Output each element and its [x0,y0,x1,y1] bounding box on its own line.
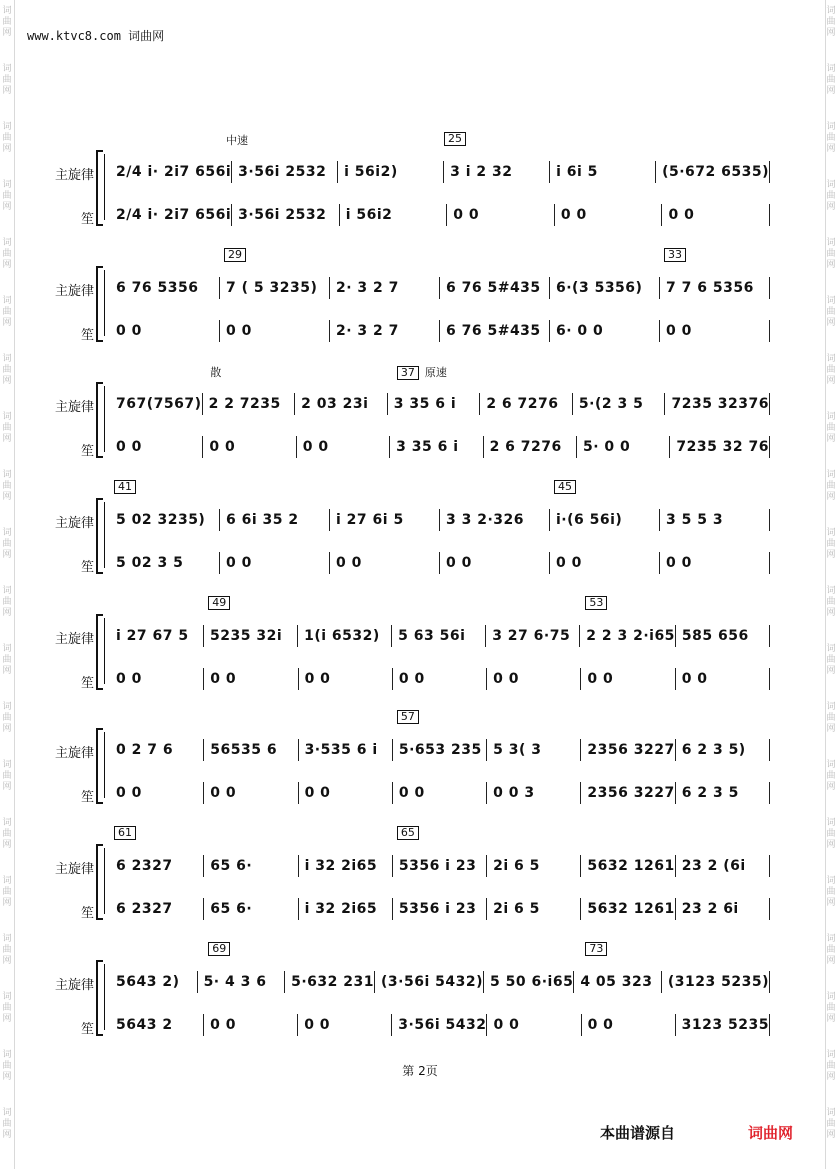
watermark-text-right: 词 曲 网 [826,934,836,966]
measure: 6 76 5#435 [440,320,550,342]
measure: 2 03 23i [295,393,388,415]
measure: i·(6 56i) [550,509,660,531]
measure: 7 7 6 5356 [660,277,770,299]
watermark-text-right: 词 曲 网 [826,1050,836,1082]
main-melody-staff [110,160,770,184]
sheng-staff [110,551,770,575]
watermark-text-left: 词 曲 网 [2,934,12,966]
watermark-text-left: 词 曲 网 [2,992,12,1024]
watermark-text-right: 词 曲 网 [826,528,836,560]
measure: (5·672 6535) [656,161,770,183]
staff-bracket [96,728,103,804]
measure: (3·56i 5432) [375,971,484,993]
watermark-text-left: 词 曲 网 [2,876,12,908]
measure: i 56i2) [338,161,444,183]
sheng-label: 笙 [80,790,94,805]
measure: 5·(2 3 5 [573,393,666,415]
staff-bracket [96,150,103,226]
watermark-text-right: 词 曲 网 [826,1108,836,1140]
measure: 2· 3 2 7 [330,320,440,342]
measure: 0 0 [204,782,298,804]
staff-bracket-line [104,848,105,914]
main-melody-staff [110,508,770,532]
staff-bracket-line [104,386,105,452]
measure: i 27 67 5 [110,625,204,647]
measure: 23 2 6i [676,898,770,920]
measure: 5 63 56i [392,625,486,647]
measure: 6 2327 [110,898,204,920]
measure: 2/4 i· 2i7 656i [110,161,232,183]
measure: 3·535 6 i [299,739,393,761]
measure: 0 0 [204,1014,298,1036]
tempo-marking: 散 [210,366,222,379]
measure: 5356 i 23 [393,855,487,877]
measure: 2i 6 5 [487,855,581,877]
watermark-text-left: 词 曲 网 [2,818,12,850]
measure: 0 0 [660,320,770,342]
measure: 0 0 [110,436,203,458]
watermark-text-right: 词 曲 网 [826,238,836,270]
measure: 65 6· [204,898,298,920]
staff-bracket-line [104,732,105,798]
sheng-staff [110,1013,770,1037]
measure: 5·653 235 [393,739,487,761]
measure: 6 6i 35 2 [220,509,330,531]
watermark-text-right: 词 曲 网 [826,818,836,850]
measure-number-box: 73 [585,942,607,956]
measure: 23 2 (6i [676,855,770,877]
measure: 0 0 [220,552,330,574]
measure: 2356 3227 [581,782,675,804]
measure: 6 76 5#435 [440,277,550,299]
page-number: 第 2页 [402,1064,438,1078]
measure: 0 0 [555,204,663,226]
measure: 56535 6 [204,739,298,761]
measure: 2/4 i· 2i7 656i [110,204,232,226]
measure: 0 0 [204,668,298,690]
measure: 3 27 6·75 [486,625,580,647]
main-melody-staff [110,276,770,300]
measure: i 27 6i 5 [330,509,440,531]
measure-number-box: 69 [208,942,230,956]
measure-number-row [110,364,770,380]
measure: 0 0 [440,552,550,574]
watermark-text-left: 词 曲 网 [2,6,12,38]
measure-number-box: 57 [397,710,419,724]
measure: 0 0 [393,668,487,690]
measure: 3 5 5 3 [660,509,770,531]
measure: 3 35 6 i [388,393,481,415]
sheng-label: 笙 [80,444,94,459]
brand-logo-text[interactable]: 词曲网 [748,1124,794,1142]
measure: 0 0 [676,668,770,690]
watermark-text-right: 词 曲 网 [826,122,836,154]
staff-bracket [96,960,103,1036]
watermark-text-right: 词 曲 网 [826,992,836,1024]
measure-number-box: 61 [114,826,136,840]
measure: 6 2 3 5) [676,739,770,761]
watermark-text-left: 词 曲 网 [2,412,12,444]
measure: 7235 32376 [665,393,770,415]
measure: 7235 32 76 [670,436,770,458]
measure-number-row [110,596,770,612]
watermark-text-right: 词 曲 网 [826,760,836,792]
measure-number-box: 65 [397,826,419,840]
staff-bracket-line [104,270,105,336]
measure: 2 6 7276 [480,393,573,415]
measure-number-box: 33 [664,248,686,262]
watermark-text-right: 词 曲 网 [826,470,836,502]
measure-number-row [110,826,770,842]
measure: 5235 32i [204,625,298,647]
sheng-label: 笙 [80,676,94,691]
measure-number-box: 25 [444,132,466,146]
staff-bracket-line [104,502,105,568]
watermark-text-left: 词 曲 网 [2,702,12,734]
staff-bracket [96,266,103,342]
main-melody-staff [110,738,770,762]
measure: 5· 0 0 [577,436,670,458]
measure: 3·56i 5432 [392,1014,487,1036]
measure: 0 0 [393,782,487,804]
measure: 2 2 7235 [203,393,296,415]
watermark-text-left: 词 曲 网 [2,644,12,676]
measure: 0 0 [487,668,581,690]
measure: 0 0 [550,552,660,574]
measure: 2i 6 5 [487,898,581,920]
main-melody-label: 主旋律 [54,400,94,415]
main-melody-staff [110,854,770,878]
measure: 0 0 [203,436,296,458]
measure: 0 0 [487,1014,581,1036]
watermark-text-right: 词 曲 网 [826,180,836,212]
measure: 0 0 [581,668,675,690]
measure: 2 2 3 2·i65 [580,625,676,647]
measure: 6 2 3 5 [676,782,770,804]
measure: 6 76 5356 [110,277,220,299]
watermark-text-right: 词 曲 网 [826,586,836,618]
watermark-text-right: 词 曲 网 [826,296,836,328]
watermark-text-left: 词 曲 网 [2,238,12,270]
watermark-text-right: 词 曲 网 [826,644,836,676]
main-melody-label: 主旋律 [54,632,94,647]
measure: 5 02 3 5 [110,552,220,574]
sheng-label: 笙 [80,1022,94,1037]
measure: 0 0 [662,204,770,226]
measure: 5643 2 [110,1014,204,1036]
staff-bracket [96,614,103,690]
measure: 0 0 [297,436,390,458]
watermark-text-right: 词 曲 网 [826,876,836,908]
measure: 0 0 [110,668,204,690]
staff-bracket [96,382,103,458]
measure: 4 05 323 [574,971,662,993]
measure: 3·56i 2532 [232,161,338,183]
main-melody-staff [110,970,770,994]
staff-bracket-line [104,618,105,684]
measure: 65 6· [204,855,298,877]
main-melody-staff [110,624,770,648]
measure: 585 656 [676,625,770,647]
measure: 2 6 7276 [484,436,577,458]
measure-number-row [110,710,770,726]
measure: 0 0 [220,320,330,342]
sheng-staff [110,667,770,691]
measure: 0 0 [330,552,440,574]
measure-number-box: 29 [224,248,246,262]
main-melody-label: 主旋律 [54,284,94,299]
measure: 3 35 6 i [390,436,483,458]
watermark-text-right: 词 曲 网 [826,6,836,38]
measure-number-box: 53 [585,596,607,610]
watermark-text-left: 词 曲 网 [2,528,12,560]
watermark-text-right: 词 曲 网 [826,64,836,96]
measure: 6· 0 0 [550,320,660,342]
measure-number-row [110,132,770,148]
measure: 5 3( 3 [487,739,581,761]
measure: 1(i 6532) [298,625,392,647]
watermark-text-right: 词 曲 网 [826,354,836,386]
watermark-text-right: 词 曲 网 [826,702,836,734]
measure: 0 2 7 6 [110,739,204,761]
staff-bracket [96,498,103,574]
measure-number-box: 37 [397,366,419,380]
measure: 5· 4 3 6 [198,971,286,993]
measure-number-box: 49 [208,596,230,610]
measure: 0 0 [110,320,220,342]
measure: 0 0 [110,782,204,804]
watermark-text-right: 词 曲 网 [826,412,836,444]
watermark-text-left: 词 曲 网 [2,1050,12,1082]
measure: 3 i 2 32 [444,161,550,183]
measure-number-row [110,942,770,958]
measure: 767(7567) [110,393,203,415]
sheng-staff [110,319,770,343]
main-melody-label: 主旋律 [54,168,94,183]
main-melody-label: 主旋律 [54,746,94,761]
sheng-label: 笙 [80,328,94,343]
watermark-text-left: 词 曲 网 [2,180,12,212]
watermark-text-left: 词 曲 网 [2,296,12,328]
measure: 2356 3227 [581,739,675,761]
watermark-text-left: 词 曲 网 [2,760,12,792]
measure: i 32 2i65 [299,898,393,920]
sheng-staff [110,203,770,227]
measure: i 6i 5 [550,161,656,183]
measure: 5632 1261 [581,855,675,877]
staff-bracket-line [104,964,105,1030]
measure: 6 2327 [110,855,204,877]
measure: 0 0 [299,668,393,690]
measure: 0 0 [299,782,393,804]
sheng-label: 笙 [80,212,94,227]
measure: 0 0 [582,1014,676,1036]
watermark-text-left: 词 曲 网 [2,470,12,502]
watermark-text-left: 词 曲 网 [2,1108,12,1140]
measure: (3123 5235) [662,971,770,993]
measure: 0 0 [660,552,770,574]
staff-bracket [96,844,103,920]
measure: 5356 i 23 [393,898,487,920]
measure: i 56i2 [340,204,448,226]
measure-number-box: 41 [114,480,136,494]
measure: 0 0 [447,204,555,226]
sheng-label: 笙 [80,906,94,921]
measure: 0 0 3 [487,782,581,804]
tempo-marking: 原速 [424,366,447,379]
measure: 3·56i 2532 [232,204,340,226]
site-url: www.ktvc8.com 词曲网 [27,29,165,43]
watermark-text-left: 词 曲 网 [2,354,12,386]
measure: 5·632 231 [285,971,375,993]
measure: 5 50 6·i65 [484,971,574,993]
measure: 5643 2) [110,971,198,993]
sheng-label: 笙 [80,560,94,575]
sheng-staff [110,781,770,805]
measure: 6·(3 5356) [550,277,660,299]
watermark-text-left: 词 曲 网 [2,64,12,96]
measure-number-row [110,480,770,496]
tempo-marking: 中速 [226,134,248,147]
sheng-staff [110,435,770,459]
measure: 3123 5235 [676,1014,770,1036]
measure: 3 3 2·326 [440,509,550,531]
measure-number-box: 45 [554,480,576,494]
watermark-text-left: 词 曲 网 [2,586,12,618]
measure: 7 ( 5 3235) [220,277,330,299]
main-melody-label: 主旋律 [54,978,94,993]
main-melody-label: 主旋律 [54,862,94,877]
sheng-staff [110,897,770,921]
main-melody-staff [110,392,770,416]
measure-number-row [110,248,770,264]
measure: 2· 3 2 7 [330,277,440,299]
measure: 5 02 3235) [110,509,220,531]
staff-bracket-line [104,154,105,220]
source-label: 本曲谱源自 [600,1124,676,1142]
main-melody-label: 主旋律 [54,516,94,531]
measure: 0 0 [298,1014,392,1036]
measure: i 32 2i65 [299,855,393,877]
measure: 5632 1261 [581,898,675,920]
watermark-text-left: 词 曲 网 [2,122,12,154]
